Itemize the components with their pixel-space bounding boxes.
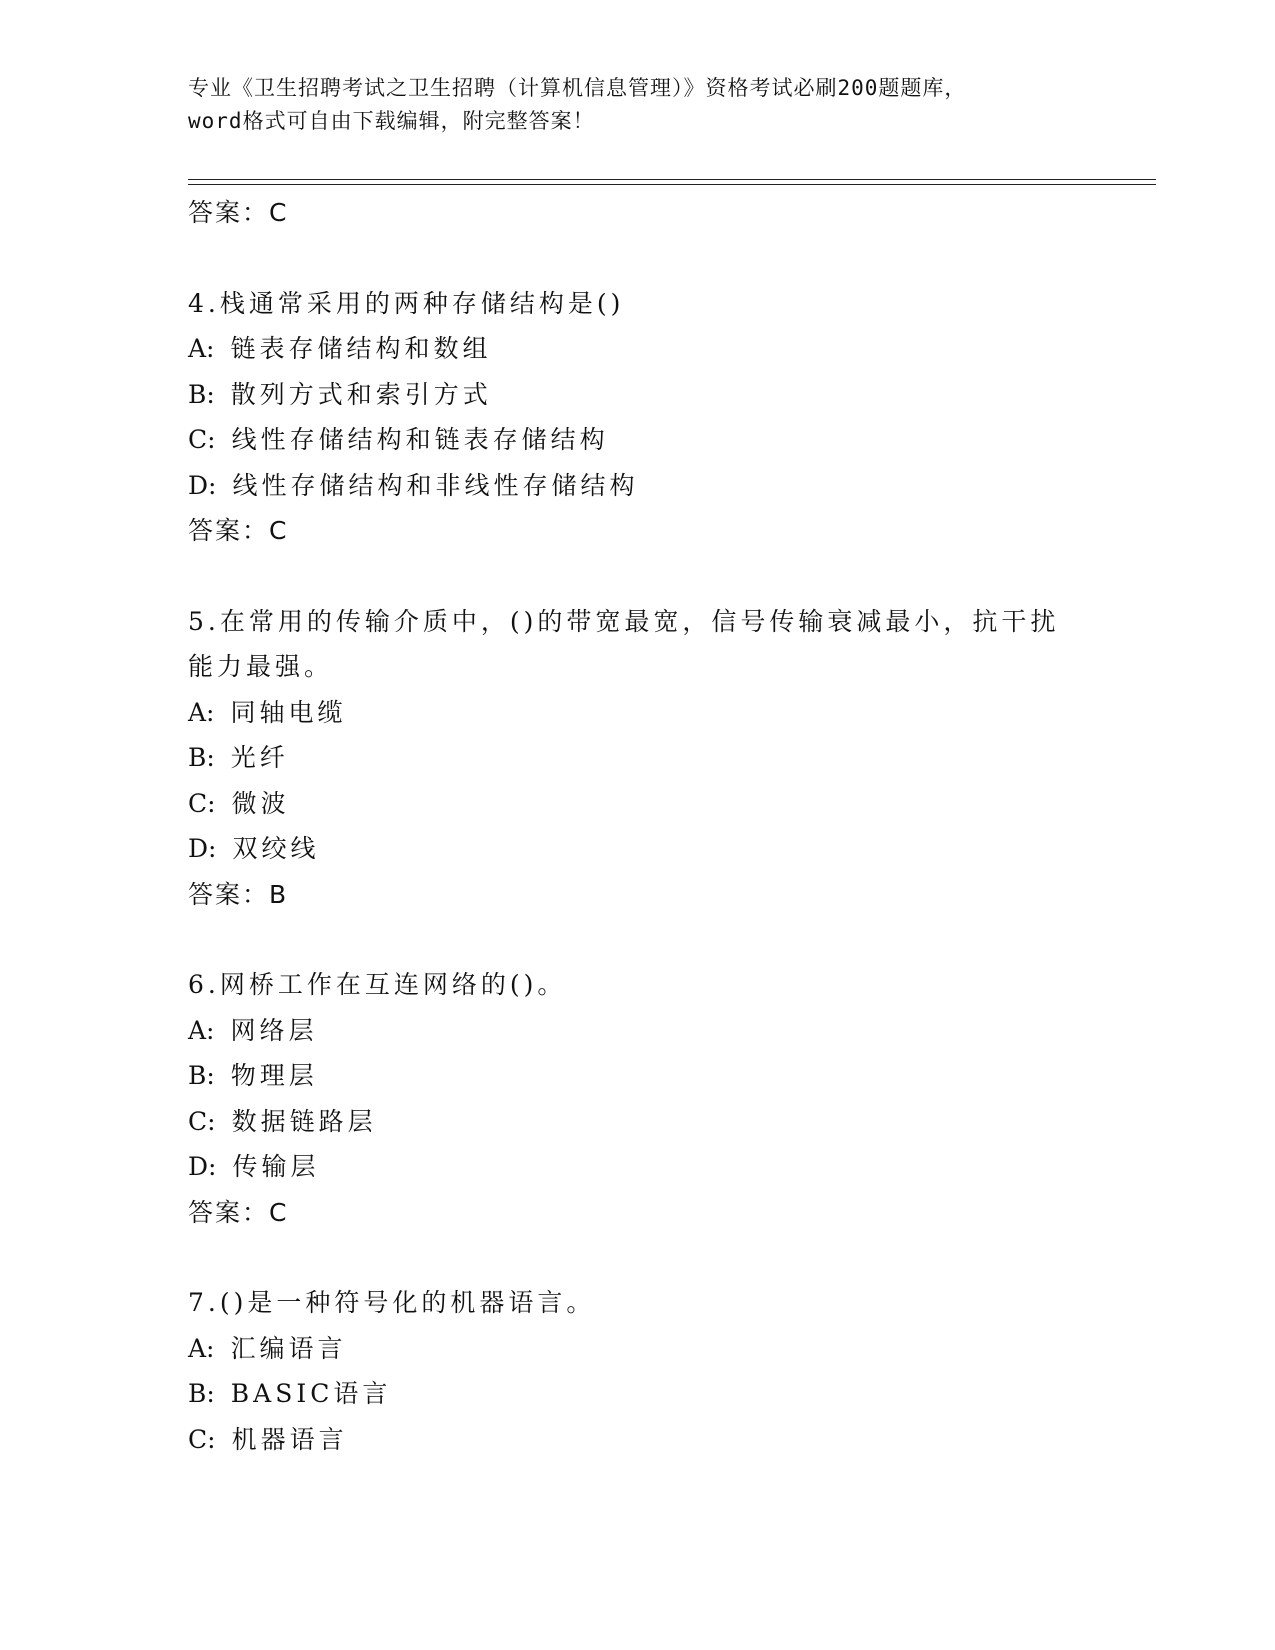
option-text: 汇编语言: [230, 1333, 347, 1363]
option-text: 散列方式和索引方式: [230, 379, 492, 409]
question-stem: 能力最强。: [188, 652, 334, 681]
question-stem: 7.()是一种符号化的机器语言。: [188, 1288, 596, 1317]
option-key: D:: [188, 834, 217, 863]
question-list: [188, 190, 1088, 1462]
option-text: 光纤: [230, 743, 289, 772]
option-row: [188, 372, 1088, 418]
answer-value: C: [269, 516, 289, 545]
option-row: [188, 1326, 1088, 1372]
option-key: C:: [188, 425, 216, 454]
header-divider-bottom: [188, 184, 1156, 185]
option-text: 数据链路层: [231, 1106, 377, 1136]
option-text: 网络层: [230, 1015, 318, 1045]
option-row: [188, 463, 1088, 509]
option-text: 线性存储结构和链表存储结构: [231, 425, 609, 454]
header-line-2: word格式可自由下载编辑，附完整答案！: [188, 109, 595, 133]
answer-line: [188, 508, 1088, 554]
question-stem: 6.网桥工作在互连网络的()。: [188, 970, 567, 999]
question-gap: [188, 554, 1088, 599]
answer-line: [188, 190, 1088, 236]
answer-line: [188, 872, 1088, 918]
option-row: [188, 326, 1088, 372]
option-row: [188, 781, 1088, 827]
answer-prefix: 答案：: [188, 516, 270, 545]
option-row: [188, 417, 1088, 463]
option-key: C:: [188, 788, 216, 818]
option-row: [188, 1008, 1088, 1054]
question-block: [188, 281, 1088, 554]
question-gap: [188, 236, 1088, 281]
answer-prefix: 答案：: [188, 1197, 270, 1227]
option-key: A:: [188, 1015, 215, 1045]
option-key: A:: [188, 697, 215, 727]
option-text: 线性存储结构和非线性存储结构: [232, 470, 639, 500]
option-key: B:: [188, 379, 215, 409]
document-header: [188, 72, 1088, 138]
option-key: B:: [188, 743, 215, 772]
option-text: 物理层: [230, 1061, 318, 1090]
option-text: 双绞线: [232, 834, 320, 863]
option-row: [188, 1144, 1088, 1190]
option-row: [188, 1371, 1088, 1417]
option-row: [188, 1417, 1088, 1463]
question-gap: [188, 1235, 1088, 1280]
option-key: D:: [188, 1152, 217, 1181]
option-text: 同轴电缆: [230, 697, 347, 727]
option-key: C:: [188, 1424, 216, 1454]
answer-value: C: [269, 198, 289, 227]
answer-value: C: [269, 1197, 289, 1227]
option-key: B:: [188, 1379, 215, 1408]
option-key: D:: [188, 470, 217, 500]
option-key: A:: [188, 1333, 215, 1363]
question-block: [188, 962, 1088, 1235]
option-key: A:: [188, 334, 215, 363]
answer-prefix: 答案：: [188, 198, 270, 227]
header-divider-top: [188, 179, 1156, 180]
option-text: 微波: [231, 788, 290, 818]
question-stem: 4.栈通常采用的两种存储结构是(): [188, 288, 625, 318]
option-row: [188, 690, 1088, 736]
option-text: 传输层: [232, 1152, 320, 1181]
option-row: [188, 735, 1088, 781]
answer-prefix: 答案：: [188, 879, 270, 909]
option-text: 链表存储结构和数组: [230, 334, 492, 363]
question-block: [188, 1280, 1088, 1462]
question-stem: 5.在常用的传输介质中，()的带宽最宽，信号传输衰减最小，抗干扰: [188, 606, 1060, 636]
answer-value: B: [269, 879, 289, 909]
header-line-1: 专业《卫生招聘考试之卫生招聘（计算机信息管理）》资格考试必刷200题题库，: [188, 76, 967, 100]
option-row: [188, 1053, 1088, 1099]
option-key: C:: [188, 1106, 216, 1136]
option-key: B:: [188, 1061, 215, 1090]
option-text: 机器语言: [231, 1424, 348, 1454]
option-row: [188, 1099, 1088, 1145]
question-block: [188, 599, 1088, 918]
question-gap: [188, 917, 1088, 962]
answer-line: [188, 1190, 1088, 1236]
option-row: [188, 826, 1088, 872]
option-text: BASIC语言: [230, 1379, 392, 1408]
